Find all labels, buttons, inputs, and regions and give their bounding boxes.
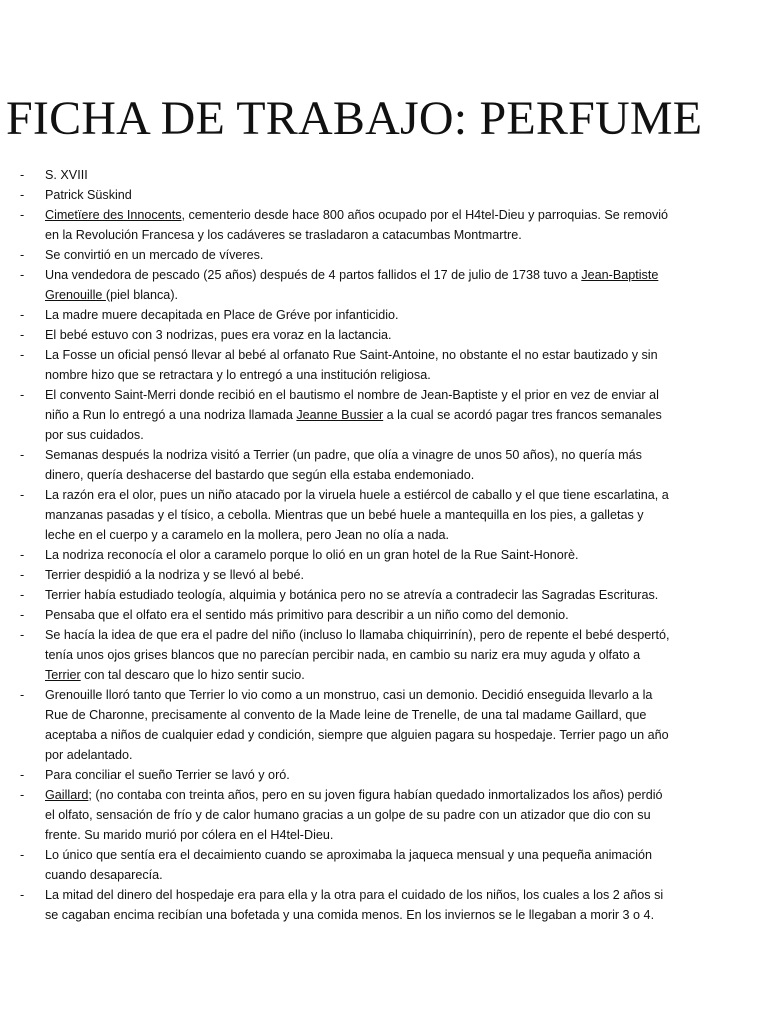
bullet-marker: -: [20, 848, 25, 862]
list-item: [0, 585, 670, 605]
bullet-marker: -: [20, 328, 25, 342]
list-item: [0, 165, 670, 185]
bullet-marker: -: [20, 448, 25, 462]
text-segment: (piel blanca).: [105, 288, 179, 302]
list-item: [0, 885, 670, 925]
list-item-text: [45, 388, 662, 442]
bullet-marker: -: [20, 388, 25, 402]
underlined-name: Jean-Baptiste Grenouille: [45, 268, 659, 302]
bullet-marker: -: [20, 208, 25, 222]
list-item: [0, 545, 670, 565]
text-segment: ; (no contaba con treinta años, pero en su joven figura habían quedado inmortalizados los años) perdió el olfato, sensación de frío y de calor humano gracias a un golpe de su padre con un atizador que dio con su frente. Su marido murió por cólera en el H4tel-Dieu.: [45, 788, 663, 842]
list-item: [0, 185, 670, 205]
list-item-text: [45, 488, 669, 542]
bullet-marker: -: [20, 688, 25, 702]
list-item-text: [45, 168, 88, 182]
list-item: [0, 625, 670, 685]
bullet-marker: -: [20, 788, 25, 802]
text-segment: Una vendedora de pescado (25 años) después de 4 partos fallidos el 17 de julio de 1738 tuvo a: [45, 268, 582, 282]
bullet-marker: -: [20, 588, 25, 602]
text-segment: Semanas después la nodriza visitó a Terrier (un padre, que olía a vinagre de unos 50 años), no quería más dinero, quería deshacerse del bastardo que según ella estaba endemoniado.: [45, 448, 642, 482]
list-item-text: [45, 348, 658, 382]
list-item: [0, 485, 670, 545]
bullet-list: [0, 165, 768, 925]
bullet-marker: -: [20, 188, 25, 202]
text-segment: Grenouille lloró tanto que Terrier lo vio como a un monstruo, casi un demonio. Decidió enseguida llevarlo a la Rue de Charonne, precisamente al convento de la Made leine de Trenelle, de una tal madame Gaillard, que aceptaba a niños de cualquier edad y condición, siempre que alguien pagara su hospedaje. Terrier pago un año por adelantado.: [45, 688, 669, 762]
text-segment: , cementerio desde hace 800 años ocupado por el H4tel-Dieu y parroquias. Se removió en la Revolución Francesa y los cadáveres se trasladaron a catacumbas Montmartre.: [45, 208, 669, 242]
text-segment: La madre muere decapitada en Place de Gréve por infanticidio.: [45, 308, 399, 322]
text-segment: Pensaba que el olfato era el sentido más primitivo para describir a un niño como del demonio.: [45, 608, 569, 622]
list-item: [0, 765, 670, 785]
text-segment: con tal descaro que lo hizo sentir sucio.: [80, 668, 305, 682]
text-segment: Lo único que sentía era el decaimiento cuando se aproximaba la jaqueca mensual y una pequeña animación cuando desaparecía.: [45, 848, 653, 882]
list-item-text: [45, 788, 663, 842]
document-title: FICHA DE TRABAJO: PERFUME: [6, 92, 703, 145]
text-segment: El bebé estuvo con 3 nodrizas, pues era voraz en la lactancia.: [45, 328, 392, 342]
list-item-text: [45, 688, 669, 762]
list-item-text: [45, 548, 578, 562]
list-item: [0, 605, 670, 625]
list-item: [0, 345, 670, 385]
list-item-text: [45, 448, 642, 482]
list-item: [0, 445, 670, 485]
list-item: [0, 385, 670, 445]
text-segment: La razón era el olor, pues un niño atacado por la viruela huele a estiércol de caballo y el que tiene escarlatina, a manzanas pasadas y el tísico, a cebolla. Mientras que un bebé huele a mantequilla en los pies, a galletas y leche en el cuerpo y a caramelo en la mollera, pero Jean no olía a nada.: [45, 488, 669, 542]
list-item: [0, 845, 670, 885]
list-item: [0, 245, 670, 265]
text-segment: S. XVIII: [45, 168, 88, 182]
bullet-marker: -: [20, 608, 25, 622]
list-item-text: [45, 568, 304, 582]
list-item: [0, 685, 670, 765]
text-segment: La mitad del dinero del hospedaje era para ella y la otra para el cuidado de los niños, los cuales a los 2 años si se cagaban encima recibían una bofetada y una comida menos. En los inviernos se le llegaban a morir 3 o 4.: [45, 888, 664, 922]
list-item-text: [45, 248, 263, 262]
bullet-marker: -: [20, 568, 25, 582]
text-segment: La Fosse un oficial pensó llevar al bebé al orfanato Rue Saint-Antoine, no obstante el no estar bautizado y sin nombre hizo que se retractara y lo entregó a una institución religiosa.: [45, 348, 658, 382]
list-item: [0, 325, 670, 345]
list-item-text: [45, 188, 132, 202]
text-segment: a la cual se acordó pagar tres francos semanales por sus cuidados.: [45, 408, 662, 442]
text-segment: Patrick Süskind: [45, 188, 132, 202]
bullet-marker: -: [20, 628, 25, 642]
text-segment: Se hacía la idea de que era el padre del niño (incluso lo llamaba chiquirrinín), pero de repente el bebé despertó, tenía unos ojos grises blancos que no parecían percibir nada, en cambio su nariz era muy aguda y olfato a: [45, 628, 670, 662]
list-item-text: [45, 588, 658, 602]
list-item-text: [45, 268, 658, 302]
bullet-marker: -: [20, 168, 25, 182]
underlined-name: Cimetïere des Innocents: [45, 208, 182, 222]
list-item-text: [45, 888, 663, 922]
list-item-text: [45, 308, 399, 322]
text-segment: El convento Saint-Merri donde recibió en el bautismo el nombre de Jean-Baptiste y el prior en vez de enviar al niño a Run lo entregó a una nodriza llamada: [45, 388, 659, 422]
list-item: [0, 305, 670, 325]
list-item-text: [45, 208, 668, 242]
list-item: [0, 785, 670, 845]
text-segment: Terrier despidió a la nodriza y se llevó al bebé.: [45, 568, 305, 582]
underlined-name: Gaillard: [45, 788, 89, 802]
list-item: [0, 205, 670, 245]
list-item-text: [45, 328, 392, 342]
text-segment: Se convirtió en un mercado de víveres.: [45, 248, 264, 262]
underlined-name: Terrier: [45, 668, 81, 682]
text-segment: La nodriza reconocía el olor a caramelo porque lo olió en un gran hotel de la Rue Saint-Honorè.: [45, 548, 579, 562]
bullet-marker: -: [20, 488, 25, 502]
list-item: [0, 265, 670, 305]
list-item-text: [45, 608, 569, 622]
list-item-text: [45, 768, 290, 782]
bullet-marker: -: [20, 248, 25, 262]
bullet-marker: -: [20, 268, 25, 282]
bullet-marker: -: [20, 308, 25, 322]
underlined-name: Jeanne Bussier: [296, 408, 384, 422]
list-item-text: [45, 628, 670, 682]
bullet-marker: -: [20, 768, 25, 782]
bullet-marker: -: [20, 348, 25, 362]
list-item: [0, 565, 670, 585]
text-segment: Para conciliar el sueño Terrier se lavó y oró.: [45, 768, 290, 782]
text-segment: Terrier había estudiado teología, alquimia y botánica pero no se atrevía a contradecir las Sagradas Escrituras.: [45, 588, 659, 602]
bullet-marker: -: [20, 548, 25, 562]
list-item-text: [45, 848, 652, 882]
bullet-marker: -: [20, 888, 25, 902]
